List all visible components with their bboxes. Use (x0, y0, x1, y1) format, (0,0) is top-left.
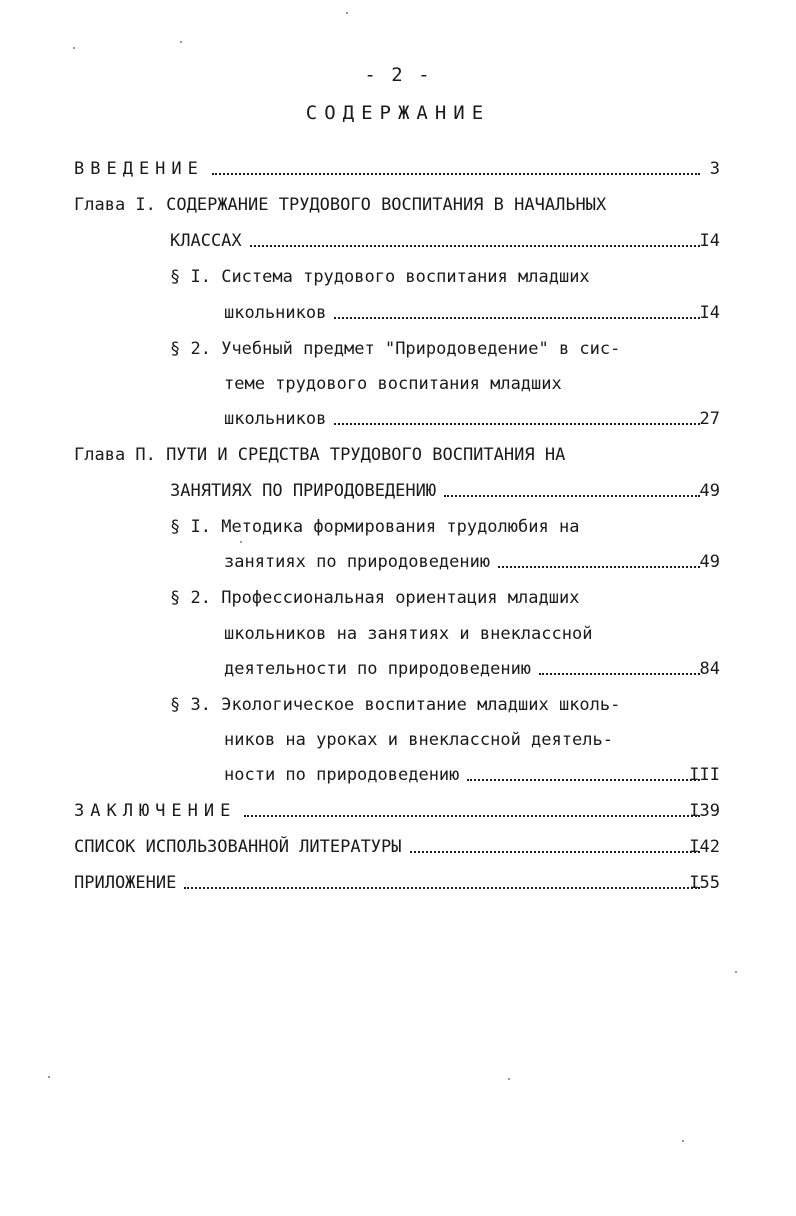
toc-section-1-2[interactable] (170, 336, 620, 362)
page-number: - 2 - (364, 64, 432, 86)
scan-speck (240, 541, 242, 543)
section-label: § 2. (170, 339, 211, 359)
scan-speck (73, 47, 75, 49)
toc-page-number: I39 (689, 801, 720, 821)
toc-entry-conclusion[interactable] (74, 798, 720, 824)
chapter-1-heading[interactable] (74, 192, 606, 218)
toc-entry-chapter-2[interactable] (170, 478, 720, 504)
scan-speck (735, 971, 737, 973)
toc-entry-section-2-1[interactable] (224, 549, 720, 575)
chapter-2-title-line2: ЗАНЯТИЯХ ПО ПРИРОДОВЕДЕНИЮ (170, 481, 437, 501)
section-line1: Профессиональная ориентация младших (221, 588, 580, 608)
page-title: СОДЕРЖАНИЕ (305, 102, 491, 124)
dot-leader (184, 870, 700, 896)
toc-page-number: I55 (689, 873, 720, 893)
toc-page-number: I4 (699, 231, 720, 251)
toc-entry-appendix[interactable] (74, 870, 720, 896)
section-line2: ников на уроках и внеклассной деятель- (224, 730, 613, 750)
toc-page-number: 3 (709, 159, 720, 179)
section-line3: ности по природоведению (224, 765, 460, 785)
dot-leader (334, 300, 700, 326)
toc-page-number: 49 (699, 481, 720, 501)
section-label: § I. (170, 267, 211, 287)
dot-leader (334, 406, 700, 432)
dot-leader (467, 762, 700, 788)
section-line2: теме трудового воспитания младших (224, 374, 562, 394)
toc-entry-section-2-3[interactable] (224, 762, 720, 788)
toc-page-number: I4 (699, 303, 720, 323)
toc-entry-chapter-1[interactable] (170, 228, 720, 254)
toc-page-number: III (689, 765, 720, 785)
toc-entry-intro[interactable] (74, 156, 720, 182)
chapter-2-prefix: Глава П. (74, 445, 156, 465)
toc-entry-section-1-1[interactable] (224, 300, 720, 326)
scan-speck (682, 1140, 684, 1142)
toc-section-2-3[interactable] (170, 692, 620, 718)
section-line2: школьников на занятиях и внеклассной (224, 624, 593, 644)
toc-entry-section-2-2[interactable] (224, 656, 720, 682)
dot-leader (444, 478, 700, 504)
section-line3: школьников (224, 409, 327, 429)
section-line1: Методика формирования трудолюбия на (221, 517, 580, 537)
chapter-2-title-line1: ПУТИ И СРЕДСТВА ТРУДОВОГО ВОСПИТАНИЯ НА (166, 445, 566, 465)
chapter-2-heading[interactable] (74, 442, 565, 468)
toc-entry-section-1-2[interactable] (224, 406, 720, 432)
chapter-1-title-line2: КЛАССАХ (170, 231, 242, 251)
toc-section-2-1[interactable] (170, 514, 579, 540)
toc-page-number: 84 (699, 659, 720, 679)
section-label: § I. (170, 517, 211, 537)
toc-entry-label: ЗАКЛЮЧЕНИЕ (74, 801, 237, 821)
scan-speck (508, 1078, 510, 1080)
section-line2: школьников (224, 303, 327, 323)
toc-section-2-2[interactable] (170, 585, 579, 611)
scan-speck (346, 12, 348, 14)
toc-entry-label: ПРИЛОЖЕНИЕ (74, 873, 177, 893)
section-label: § 2. (170, 588, 211, 608)
section-line1: Учебный предмет "Природоведение" в сис- (221, 339, 621, 359)
scan-speck (180, 41, 182, 43)
dot-leader (244, 798, 700, 824)
chapter-1-prefix: Глава I. (74, 195, 156, 215)
chapter-1-title-line1: СОДЕРЖАНИЕ ТРУДОВОГО ВОСПИТАНИЯ В НАЧАЛЬНЫХ (166, 195, 607, 215)
toc-page-number: 27 (699, 409, 720, 429)
scan-speck (48, 1076, 50, 1078)
section-label: § 3. (170, 695, 211, 715)
toc-page-number: 49 (699, 552, 720, 572)
dot-leader (212, 156, 700, 182)
dot-leader (410, 834, 700, 860)
section-line1: Система трудового воспитания младших (221, 267, 590, 287)
toc-entry-label: ВВЕДЕНИЕ (74, 159, 204, 179)
dot-leader (250, 228, 700, 254)
section-line2: занятиях по природоведению (224, 552, 491, 572)
toc-entry-label: СПИСОК ИСПОЛЬЗОВАННОЙ ЛИТЕРАТУРЫ (74, 837, 402, 857)
section-line1: Экологическое воспитание младших школь- (221, 695, 621, 715)
toc-entry-bibliography[interactable] (74, 834, 720, 860)
toc-section-1-1[interactable] (170, 264, 590, 290)
toc-page-number: I42 (689, 837, 720, 857)
section-line3: деятельности по природоведению (224, 659, 532, 679)
